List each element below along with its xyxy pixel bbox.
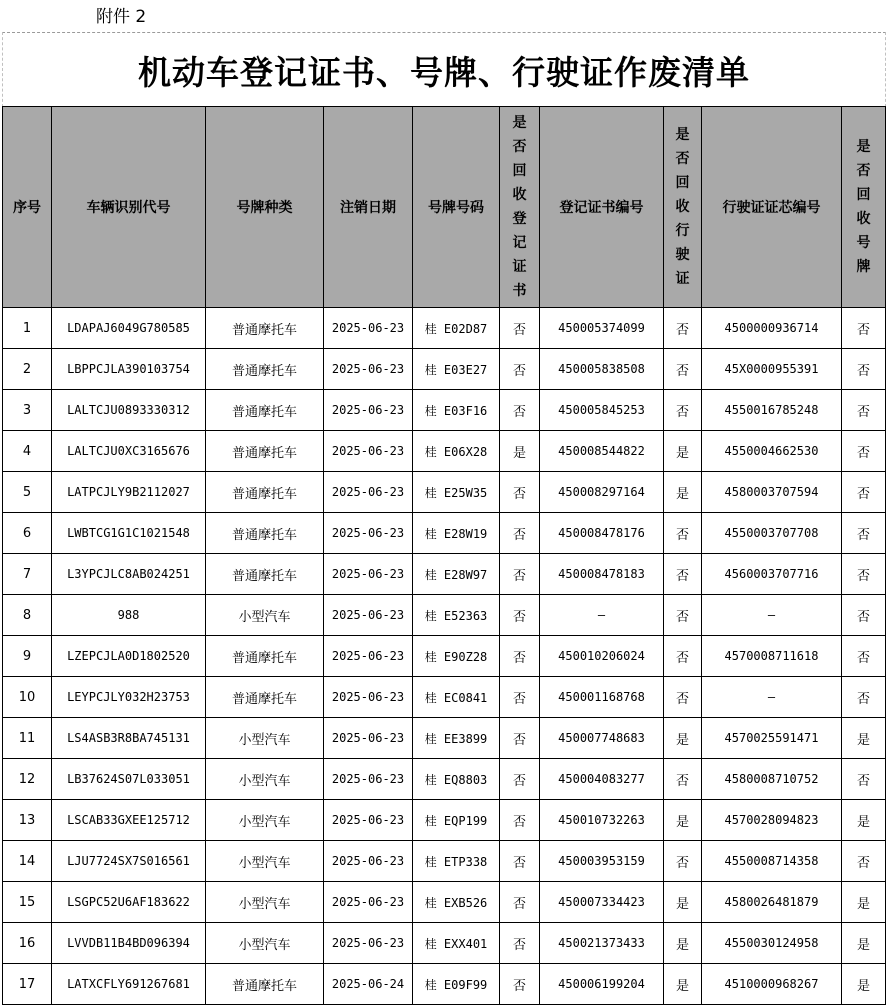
cell-recv-license: 否 — [664, 841, 702, 882]
cell-cancel-date: 2025-06-23 — [324, 759, 413, 800]
cell-vin: 988 — [52, 595, 206, 636]
cell-vin: LALTCJU0XC3165676 — [52, 431, 206, 472]
cell-vin: LSCAB33GXEE125712 — [52, 800, 206, 841]
cell-recv-cert: 否 — [500, 349, 540, 390]
cell-recv-license: 是 — [664, 882, 702, 923]
cell-recv-plate: 否 — [842, 677, 886, 718]
cell-plate-no: 桂 EXX401 — [413, 923, 500, 964]
cell-plate-no: 桂 ETP338 — [413, 841, 500, 882]
cell-seq: 4 — [3, 431, 52, 472]
cell-license-chip-no: 4500000936714 — [702, 308, 842, 349]
cell-cancel-date: 2025-06-23 — [324, 349, 413, 390]
header-license-chip-no: 行驶证证芯编号 — [702, 107, 842, 308]
cell-cert-no: 450006199204 — [540, 964, 664, 1005]
cell-cert-no: 450003953159 — [540, 841, 664, 882]
table-row — [3, 554, 886, 595]
cell-recv-plate: 是 — [842, 964, 886, 1005]
cell-plate-no: 桂 EE3899 — [413, 718, 500, 759]
cell-plate-no: 桂 EQ8803 — [413, 759, 500, 800]
cell-plate-type: 小型汽车 — [206, 882, 324, 923]
cell-plate-type: 普通摩托车 — [206, 636, 324, 677]
cell-plate-no: 桂 E03F16 — [413, 390, 500, 431]
cell-recv-plate: 否 — [842, 841, 886, 882]
cell-plate-type: 小型汽车 — [206, 800, 324, 841]
table-row — [3, 390, 886, 431]
cell-plate-no: 桂 E03E27 — [413, 349, 500, 390]
cell-recv-license: 否 — [664, 636, 702, 677]
cell-recv-license: 否 — [664, 677, 702, 718]
cell-plate-type: 普通摩托车 — [206, 349, 324, 390]
cell-license-chip-no: 4580008710752 — [702, 759, 842, 800]
cell-seq: 1 — [3, 308, 52, 349]
cell-cancel-date: 2025-06-23 — [324, 554, 413, 595]
cell-plate-type: 普通摩托车 — [206, 677, 324, 718]
cell-plate-type: 小型汽车 — [206, 841, 324, 882]
cell-recv-cert: 否 — [500, 841, 540, 882]
table-row — [3, 308, 886, 349]
cell-plate-type: 普通摩托车 — [206, 513, 324, 554]
cell-cert-no: 450008297164 — [540, 472, 664, 513]
cell-plate-no: 桂 E25W35 — [413, 472, 500, 513]
cell-cert-no: 450005838508 — [540, 349, 664, 390]
cell-recv-cert: 否 — [500, 308, 540, 349]
table-row — [3, 759, 886, 800]
cell-cert-no: 450021373433 — [540, 923, 664, 964]
title-box — [2, 32, 886, 107]
cell-plate-no: 桂 E06X28 — [413, 431, 500, 472]
cell-plate-no: 桂 E52363 — [413, 595, 500, 636]
cell-cancel-date: 2025-06-23 — [324, 472, 413, 513]
cell-recv-cert: 否 — [500, 636, 540, 677]
cell-license-chip-no: 4570028094823 — [702, 800, 842, 841]
header-recv-cert — [500, 107, 540, 308]
cell-cancel-date: 2025-06-23 — [324, 718, 413, 759]
cell-cancel-date: 2025-06-23 — [324, 308, 413, 349]
void-list-table — [2, 106, 886, 1005]
cell-seq: 8 — [3, 595, 52, 636]
table-row — [3, 677, 886, 718]
header-cancel-date: 注销日期 — [324, 107, 413, 308]
cell-cancel-date: 2025-06-23 — [324, 677, 413, 718]
cell-license-chip-no: 4550003707708 — [702, 513, 842, 554]
header-recv-license-text: 是否回收行驶证 — [675, 127, 690, 287]
cell-plate-type: 普通摩托车 — [206, 308, 324, 349]
cell-vin: LATPCJLY9B2112027 — [52, 472, 206, 513]
cell-seq: 9 — [3, 636, 52, 677]
cell-cancel-date: 2025-06-23 — [324, 513, 413, 554]
cell-plate-no: 桂 E02D87 — [413, 308, 500, 349]
cell-license-chip-no: 4550016785248 — [702, 390, 842, 431]
header-plate-type: 号牌种类 — [206, 107, 324, 308]
table-row — [3, 431, 886, 472]
cell-recv-plate: 否 — [842, 513, 886, 554]
cell-seq: 16 — [3, 923, 52, 964]
cell-seq: 6 — [3, 513, 52, 554]
cell-recv-cert: 否 — [500, 923, 540, 964]
cell-recv-license: 是 — [664, 431, 702, 472]
cell-recv-license: 是 — [664, 964, 702, 1005]
cell-cancel-date: 2025-06-24 — [324, 964, 413, 1005]
cell-cancel-date: 2025-06-23 — [324, 636, 413, 677]
cell-recv-cert: 否 — [500, 595, 540, 636]
cell-cancel-date: 2025-06-23 — [324, 390, 413, 431]
cell-seq: 17 — [3, 964, 52, 1005]
cell-cert-no: 450004083277 — [540, 759, 664, 800]
cell-recv-license: 否 — [664, 390, 702, 431]
cell-cert-no: 450008478183 — [540, 554, 664, 595]
table-row — [3, 923, 886, 964]
table-row — [3, 882, 886, 923]
cell-plate-no: 桂 E09F99 — [413, 964, 500, 1005]
cell-license-chip-no: 4580003707594 — [702, 472, 842, 513]
cell-license-chip-no: 4550030124958 — [702, 923, 842, 964]
cell-cert-no: — — [540, 595, 664, 636]
cell-recv-plate: 否 — [842, 554, 886, 595]
cell-recv-plate: 否 — [842, 595, 886, 636]
cell-seq: 14 — [3, 841, 52, 882]
cell-vin: LVVDB11B4BD096394 — [52, 923, 206, 964]
cell-plate-type: 普通摩托车 — [206, 390, 324, 431]
cell-vin: LALTCJU0893330312 — [52, 390, 206, 431]
cell-vin: LJU7724SX7S016561 — [52, 841, 206, 882]
cell-plate-type: 小型汽车 — [206, 759, 324, 800]
cell-seq: 10 — [3, 677, 52, 718]
cell-recv-cert: 否 — [500, 513, 540, 554]
cell-license-chip-no: 45X0000955391 — [702, 349, 842, 390]
cell-recv-license: 否 — [664, 759, 702, 800]
cell-cert-no: 450008478176 — [540, 513, 664, 554]
cell-cancel-date: 2025-06-23 — [324, 800, 413, 841]
cell-seq: 3 — [3, 390, 52, 431]
cell-recv-cert: 否 — [500, 472, 540, 513]
cell-cert-no: 450010206024 — [540, 636, 664, 677]
cell-seq: 13 — [3, 800, 52, 841]
cell-recv-license: 否 — [664, 308, 702, 349]
cell-license-chip-no: — — [702, 595, 842, 636]
cell-cert-no: 450005845253 — [540, 390, 664, 431]
header-vin: 车辆识别代号 — [52, 107, 206, 308]
cell-plate-type: 小型汽车 — [206, 718, 324, 759]
table-row — [3, 472, 886, 513]
table-row — [3, 513, 886, 554]
cell-recv-plate: 是 — [842, 882, 886, 923]
cell-recv-plate: 否 — [842, 308, 886, 349]
header-recv-license — [664, 107, 702, 308]
cell-vin: LBPPCJLA390103754 — [52, 349, 206, 390]
document-title: 机动车登记证书、号牌、行驶证作废清单 — [138, 52, 750, 92]
cell-seq: 5 — [3, 472, 52, 513]
cell-cert-no: 450001168768 — [540, 677, 664, 718]
cell-vin: LB37624S07L033051 — [52, 759, 206, 800]
cell-vin: LZEPCJLA0D1802520 — [52, 636, 206, 677]
cell-vin: L3YPCJLC8AB024251 — [52, 554, 206, 595]
cell-plate-type: 普通摩托车 — [206, 472, 324, 513]
cell-recv-license: 否 — [664, 554, 702, 595]
cell-recv-license: 是 — [664, 800, 702, 841]
cell-seq: 11 — [3, 718, 52, 759]
table-row — [3, 718, 886, 759]
table-row — [3, 349, 886, 390]
cell-license-chip-no: — — [702, 677, 842, 718]
cell-recv-cert: 否 — [500, 554, 540, 595]
cell-cert-no: 450008544822 — [540, 431, 664, 472]
cell-vin: LDAPAJ6049G780585 — [52, 308, 206, 349]
cell-recv-plate: 否 — [842, 390, 886, 431]
cell-license-chip-no: 4580026481879 — [702, 882, 842, 923]
cell-plate-no: 桂 EXB526 — [413, 882, 500, 923]
cell-license-chip-no: 4570025591471 — [702, 718, 842, 759]
cell-cert-no: 450007334423 — [540, 882, 664, 923]
cell-seq: 12 — [3, 759, 52, 800]
cell-plate-type: 普通摩托车 — [206, 431, 324, 472]
cell-recv-cert: 否 — [500, 390, 540, 431]
cell-license-chip-no: 4550008714358 — [702, 841, 842, 882]
cell-recv-license: 是 — [664, 718, 702, 759]
table-row — [3, 595, 886, 636]
cell-plate-no: 桂 EC0841 — [413, 677, 500, 718]
cell-seq: 2 — [3, 349, 52, 390]
cell-license-chip-no: 4550004662530 — [702, 431, 842, 472]
cell-recv-cert: 否 — [500, 759, 540, 800]
cell-recv-plate: 否 — [842, 349, 886, 390]
cell-recv-cert: 否 — [500, 882, 540, 923]
cell-plate-type: 小型汽车 — [206, 595, 324, 636]
cell-license-chip-no: 4560003707716 — [702, 554, 842, 595]
cell-recv-plate: 是 — [842, 923, 886, 964]
cell-recv-license: 是 — [664, 472, 702, 513]
table-row — [3, 841, 886, 882]
header-recv-plate-text: 是否回收号牌 — [856, 139, 871, 275]
cell-license-chip-no: 4570008711618 — [702, 636, 842, 677]
cell-recv-cert: 否 — [500, 964, 540, 1005]
cell-vin: LS4ASB3R8BA745131 — [52, 718, 206, 759]
cell-vin: LWBTCG1G1C1021548 — [52, 513, 206, 554]
cell-recv-license: 否 — [664, 595, 702, 636]
cell-cert-no: 450007748683 — [540, 718, 664, 759]
table-row — [3, 800, 886, 841]
table-row — [3, 636, 886, 677]
cell-recv-plate: 是 — [842, 718, 886, 759]
header-plate-no: 号牌号码 — [413, 107, 500, 308]
cell-vin: LEYPCJLY032H23753 — [52, 677, 206, 718]
header-cert-no: 登记证书编号 — [540, 107, 664, 308]
cell-cancel-date: 2025-06-23 — [324, 841, 413, 882]
cell-plate-no: 桂 E90Z28 — [413, 636, 500, 677]
header-recv-plate — [842, 107, 886, 308]
cell-recv-license: 否 — [664, 349, 702, 390]
cell-recv-plate: 否 — [842, 472, 886, 513]
header-seq: 序号 — [3, 107, 52, 308]
cell-recv-license: 是 — [664, 923, 702, 964]
cell-plate-type: 小型汽车 — [206, 923, 324, 964]
cell-recv-cert: 否 — [500, 677, 540, 718]
cell-cancel-date: 2025-06-23 — [324, 431, 413, 472]
header-recv-cert-text: 是否回收登记证书 — [512, 115, 527, 299]
cell-plate-no: 桂 E28W97 — [413, 554, 500, 595]
cell-recv-cert: 否 — [500, 718, 540, 759]
cell-license-chip-no: 4510000968267 — [702, 964, 842, 1005]
cell-plate-no: 桂 E28W19 — [413, 513, 500, 554]
cell-cancel-date: 2025-06-23 — [324, 595, 413, 636]
cell-plate-no: 桂 EQP199 — [413, 800, 500, 841]
table-row — [3, 964, 886, 1005]
cell-recv-plate: 否 — [842, 431, 886, 472]
cell-cert-no: 450010732263 — [540, 800, 664, 841]
cell-seq: 7 — [3, 554, 52, 595]
cell-recv-plate: 否 — [842, 759, 886, 800]
cell-cancel-date: 2025-06-23 — [324, 882, 413, 923]
cell-recv-cert: 否 — [500, 800, 540, 841]
cell-recv-cert: 是 — [500, 431, 540, 472]
table-header-row — [3, 107, 886, 308]
cell-recv-plate: 是 — [842, 800, 886, 841]
cell-plate-type: 普通摩托车 — [206, 964, 324, 1005]
annex-label: 附件 2 — [96, 7, 147, 27]
cell-vin: LATXCFLY691267681 — [52, 964, 206, 1005]
cell-plate-type: 普通摩托车 — [206, 554, 324, 595]
cell-seq: 15 — [3, 882, 52, 923]
cell-cancel-date: 2025-06-23 — [324, 923, 413, 964]
cell-vin: LSGPC52U6AF183622 — [52, 882, 206, 923]
cell-recv-license: 否 — [664, 513, 702, 554]
cell-recv-plate: 否 — [842, 636, 886, 677]
cell-cert-no: 450005374099 — [540, 308, 664, 349]
